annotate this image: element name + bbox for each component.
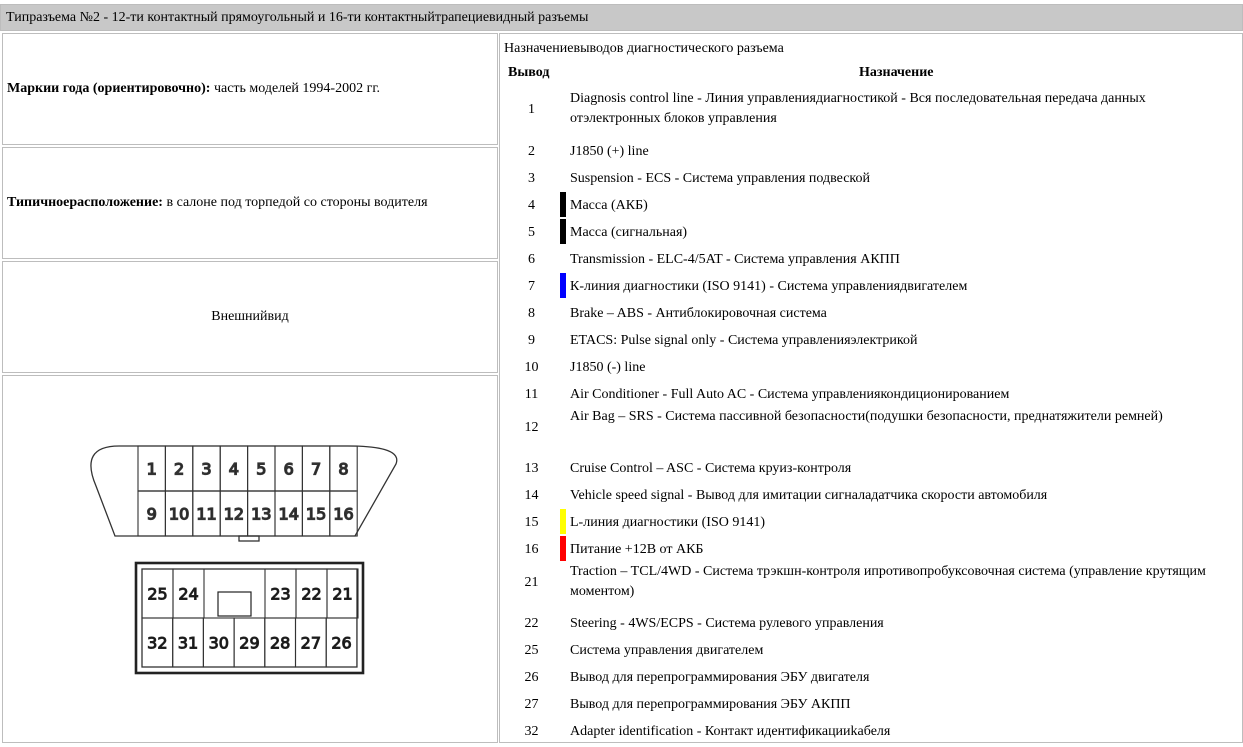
- pin-label: 21: [332, 584, 353, 604]
- pin-12-top: [327, 569, 358, 618]
- pin-12-top: [296, 569, 327, 618]
- pin-description: Traction – TCL/4WD - Система трэкшн-контроля ипротивопробуксовочная система (управление крутящим моментом): [570, 564, 1206, 599]
- pin-label: 1: [146, 459, 157, 479]
- pin-12-bottom: [326, 618, 357, 667]
- pin-description: Cruise Control – ASC - Система круиз-контроля: [570, 460, 852, 476]
- pin-row: [500, 690, 1240, 717]
- pin-description: Steering - 4WS/ECPS - Система рулевого управления: [570, 615, 884, 631]
- pin-description: Air Bag – SRS - Система пассивной безопасности(подушки безопасности, преднатяжители ремней): [570, 409, 1163, 424]
- pin-number: 26: [524, 669, 539, 685]
- model-years-cell: [2, 33, 498, 145]
- pin-label: 15: [305, 504, 327, 524]
- pin-description: Adapter identification - Контакт идентификацииkабеля: [570, 723, 891, 739]
- wire-color-marker: [560, 192, 566, 217]
- column-header-pin: Вывод: [508, 65, 550, 80]
- pin-16-bottom: [248, 491, 275, 536]
- pin-number: 16: [524, 541, 539, 557]
- pin-description: К-линия диагностики (ISO 9141) - Система управлениядвигателем: [570, 278, 968, 294]
- pin-label: 12: [223, 504, 245, 524]
- pin-12-bottom: [142, 618, 173, 667]
- pin-description: Transmission - ELC-4/5AT - Система управления АКПП: [570, 251, 900, 267]
- pin-description: Вывод для перепрограммирования ЭБУ двигателя: [570, 669, 870, 685]
- pin-row: [500, 636, 1240, 663]
- pin-description: Vehicle speed signal - Вывод для имитации сигналадатчика скорости автомобиля: [570, 487, 1048, 503]
- pin-number: 4: [528, 197, 535, 213]
- pin-row: [500, 535, 1240, 562]
- pin-16-top: [330, 446, 357, 491]
- connector-16-pin: [91, 446, 397, 541]
- location-value: в салоне под торпедой со стороны водителя: [162, 195, 428, 210]
- pin-row: [500, 508, 1240, 535]
- pin-description: Brake – ABS - Антиблокировочная система: [570, 305, 827, 321]
- pin-label: 2: [174, 459, 185, 479]
- pin-number: 8: [528, 305, 535, 321]
- appearance-label: Внешнийвид: [211, 309, 289, 324]
- pin-label: 5: [256, 459, 267, 479]
- pin-row: [500, 326, 1240, 353]
- pin-row: [500, 353, 1240, 380]
- pin-row: [500, 380, 1240, 407]
- pin-16-top: [193, 446, 220, 491]
- pin-number: 12: [524, 420, 539, 435]
- pin-label: 11: [196, 504, 217, 524]
- pin-description: L-линия диагностики (ISO 9141): [570, 514, 766, 530]
- pin-row: [500, 454, 1240, 481]
- pin-label: 7: [311, 459, 322, 479]
- pin-number: 21: [524, 575, 539, 590]
- pin-16-bottom: [138, 491, 165, 536]
- pin-16-top: [220, 446, 247, 491]
- location-label: Типичноерасположение:: [7, 195, 163, 210]
- pin-row: [500, 609, 1240, 636]
- pin-16-top: [275, 446, 302, 491]
- wire-color-marker: [560, 219, 566, 244]
- pin-number: 13: [524, 460, 539, 476]
- pin-16-top: [302, 446, 329, 491]
- pin-label: 9: [146, 504, 157, 524]
- location-text: [7, 195, 428, 211]
- pin-number: 27: [524, 696, 539, 712]
- pin-number: 14: [524, 487, 539, 503]
- pin-number: 11: [524, 386, 539, 402]
- pin-label: 30: [208, 633, 229, 653]
- pin-number: 6: [528, 251, 535, 267]
- pin-description: Масса (АКБ): [570, 197, 648, 213]
- pin-label: 13: [251, 504, 272, 524]
- appearance-cell: [2, 261, 498, 373]
- connector-diagram-cell: [2, 375, 498, 743]
- pin-row: [500, 191, 1240, 218]
- pin-description: J1850 (+) line: [570, 143, 649, 159]
- column-header-description: Назначение: [859, 65, 934, 80]
- pin-number: 7: [528, 278, 535, 294]
- connector-12-pin: [136, 563, 363, 673]
- pin-row: [500, 137, 1240, 164]
- connector-12-key: [218, 592, 251, 616]
- model-years-text: [7, 81, 380, 97]
- pin-label: 24: [178, 584, 199, 604]
- pin-row: [500, 164, 1240, 191]
- pin-label: 14: [278, 504, 299, 524]
- wire-color-marker: [560, 509, 566, 534]
- model-years-value: часть моделей 1994-2002 гг.: [210, 81, 380, 96]
- pin-description: Diagnosis control line - Линия управлениядиагностикой - Вся последовательная передача данных отэлектронных блоков управления: [570, 91, 1146, 126]
- location-cell: [2, 147, 498, 259]
- pinout-title: Назначениевыводов диагностического разъема: [504, 41, 784, 56]
- pin-number: 1: [528, 102, 535, 117]
- wire-color-marker: [560, 273, 566, 298]
- page-title: Типразъема №2 - 12-ти контактный прямоугольный и 16-ти контактныйтрапециевидный разъемы: [6, 10, 589, 25]
- pin-description: Питание +12В от АКБ: [570, 541, 704, 557]
- pin-12-bottom: [296, 618, 327, 667]
- pin-number: 5: [528, 224, 535, 240]
- pin-16-top: [165, 446, 192, 491]
- pin-label: 25: [147, 584, 168, 604]
- pin-label: 28: [269, 633, 291, 653]
- pin-label: 6: [283, 459, 294, 479]
- pin-label: 22: [301, 584, 322, 604]
- pin-16-top: [248, 446, 275, 491]
- pin-row: [500, 245, 1240, 272]
- pin-number: 2: [528, 143, 535, 159]
- pin-label: 10: [168, 504, 190, 524]
- pin-description: Suspension - ECS - Система управления подвеской: [570, 170, 870, 186]
- pin-16-bottom: [330, 491, 357, 536]
- pin-12-bottom: [203, 618, 234, 667]
- pin-row: [500, 481, 1240, 508]
- pin-16-top: [138, 446, 165, 491]
- pin-label: 31: [177, 633, 199, 653]
- pin-16-bottom: [220, 491, 247, 536]
- pin-label: 8: [338, 459, 349, 479]
- pin-label: 16: [333, 504, 354, 524]
- pin-row: [500, 272, 1240, 299]
- pin-row: [500, 407, 1240, 447]
- pin-row: [500, 299, 1240, 326]
- pin-number: 15: [524, 514, 539, 530]
- pin-row: [500, 663, 1240, 690]
- pin-16-bottom: [165, 491, 192, 536]
- pin-row: [500, 89, 1240, 129]
- model-years-label: Маркии года (ориентировочно):: [7, 81, 211, 96]
- pin-number: 25: [524, 642, 539, 658]
- connector-diagram: [3, 376, 497, 742]
- pin-description: ETACS: Pulse signal only - Система управленияэлектрикой: [570, 332, 918, 348]
- pin-number: 9: [528, 332, 535, 348]
- pin-label: 23: [270, 584, 291, 604]
- pin-description: Масса (сигнальная): [570, 224, 688, 240]
- pin-12-bottom: [234, 618, 265, 667]
- pin-row: [500, 562, 1240, 602]
- pin-12-top: [173, 569, 204, 618]
- connector-16-key: [239, 536, 259, 541]
- pin-16-bottom: [275, 491, 302, 536]
- pin-description: Система управления двигателем: [570, 642, 764, 658]
- pin-12-bottom: [173, 618, 204, 667]
- pin-number: 3: [528, 170, 535, 186]
- pin-description: Air Conditioner - Full Auto AC - Система управлениякондиционированием: [570, 386, 1010, 402]
- pin-16-bottom: [302, 491, 329, 536]
- pin-12-top: [142, 569, 173, 618]
- pin-label: 4: [228, 459, 239, 479]
- wire-color-marker: [560, 536, 566, 561]
- pin-label: 26: [331, 633, 352, 653]
- pin-description: J1850 (-) line: [570, 359, 646, 375]
- pin-label: 3: [201, 459, 212, 479]
- pin-row: [500, 218, 1240, 245]
- pin-row: [500, 717, 1240, 744]
- pin-number: 22: [524, 615, 539, 631]
- pin-label: 27: [300, 633, 322, 653]
- pin-description: Вывод для перепрограммирования ЭБУ АКПП: [570, 696, 851, 712]
- pin-16-bottom: [193, 491, 220, 536]
- pin-12-bottom: [265, 618, 296, 667]
- pinout-table: [499, 33, 1243, 743]
- pin-number: 32: [524, 723, 539, 739]
- page-header: [0, 4, 1243, 31]
- pin-label: 29: [239, 633, 260, 653]
- pin-number: 10: [524, 359, 539, 375]
- pin-12-top: [265, 569, 296, 618]
- pin-label: 32: [147, 633, 168, 653]
